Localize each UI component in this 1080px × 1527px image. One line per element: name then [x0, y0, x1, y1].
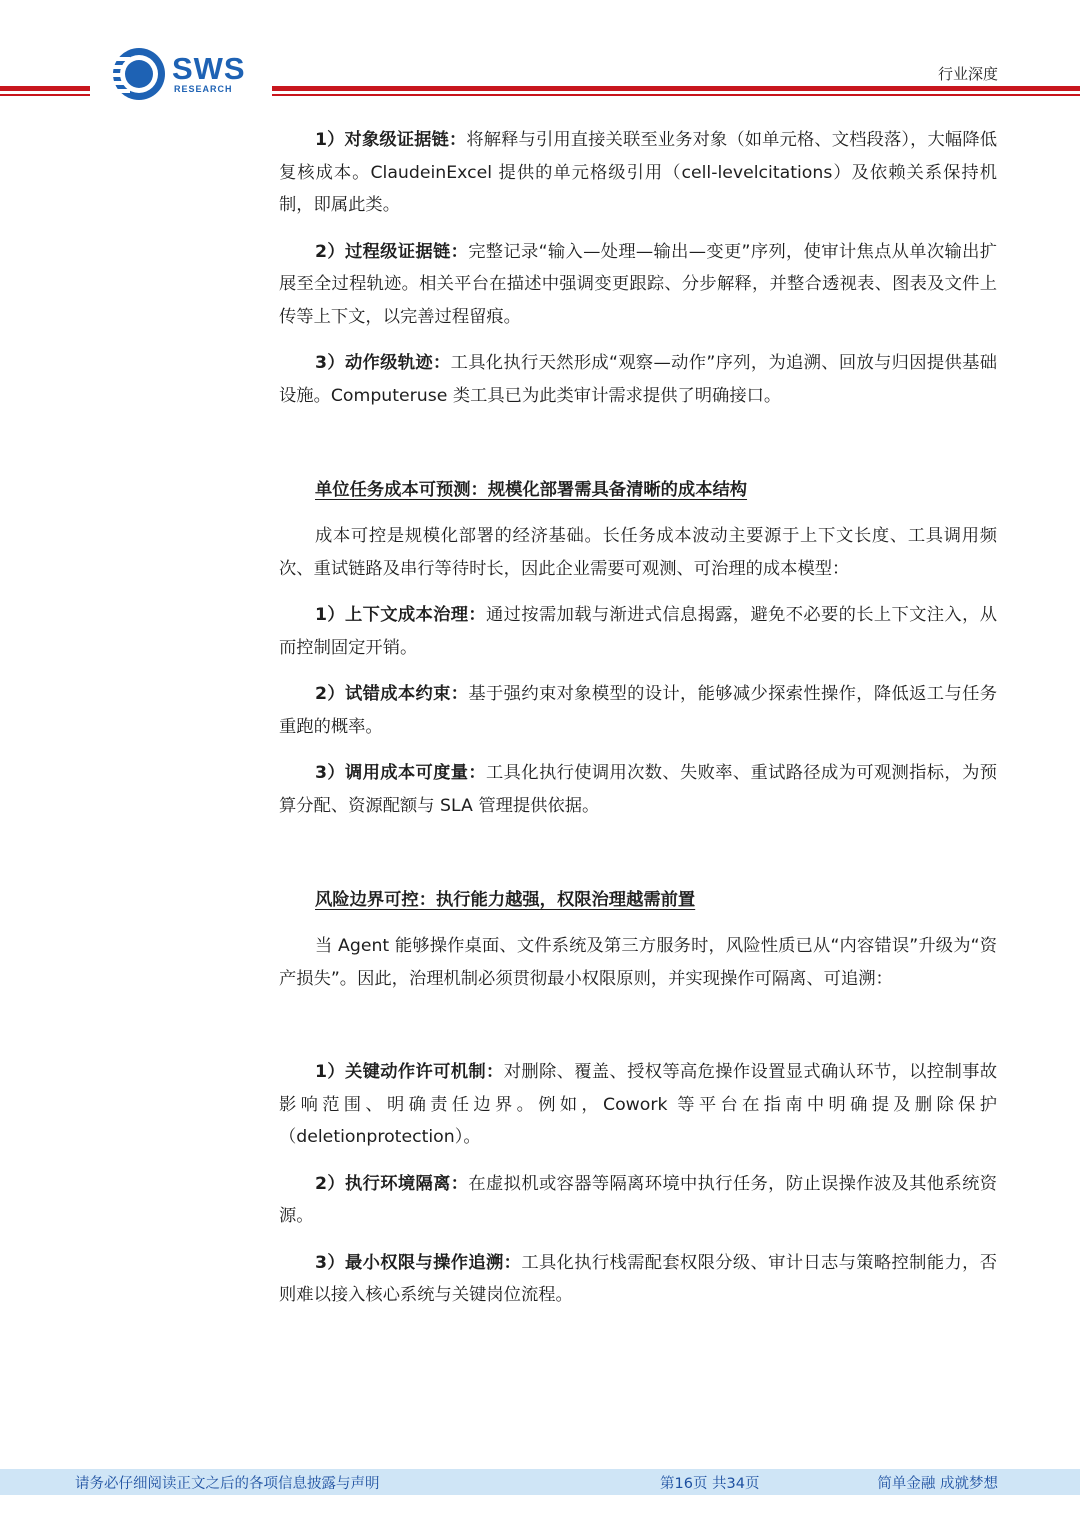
paragraph-context-cost [279, 599, 997, 664]
paragraph-text: 工具化执行天然形成“观察—动作”序列，为追溯、回放与归因提供基础设施。Computeruse 类工具已为此类审计需求提供了明确接口。 [279, 353, 997, 406]
paragraph-process-evidence [279, 236, 997, 334]
paragraph-text: 将解释与引用直接关联至业务对象（如单元格、文档段落），大幅降低复核成本。ClaudeinExcel 提供的单元格级引用（cell-levelcitations）及依赖关系保持机制，即属此类。 [279, 130, 998, 215]
paragraph-least-privilege [279, 1247, 997, 1312]
paragraph-label: 2）过程级证据链： [315, 241, 469, 262]
paragraph-label: 3）最小权限与操作追溯： [315, 1252, 522, 1273]
paragraph-action-permission [279, 1056, 997, 1154]
paragraph-text: 对删除、覆盖、授权等高危操作设置显式确认环节，以控制事故影响范围、明确责任边界。例如，Cowork 等平台在指南中明确提及删除保护（deletionprotection）。 [279, 1062, 997, 1147]
paragraph-label: 1）关键动作许可机制： [315, 1062, 504, 1082]
header-rule-right [272, 86, 1080, 91]
section-heading-risk: 风险边界可控：执行能力越强，权限治理越需前置 [315, 890, 696, 910]
sws-logo-icon [112, 47, 166, 101]
page-number: 第16页 共34页 [660, 1476, 760, 1492]
paragraph-label: 2）执行环境隔离： [315, 1173, 469, 1194]
paragraph-call-cost [279, 757, 997, 822]
section-heading-cost: 单位任务成本可预测：规模化部署需具备清晰的成本结构 [315, 480, 748, 500]
paragraph-text: 在虚拟机或容器等隔离环境中执行任务，防止误操作波及其他系统资源。 [279, 1173, 997, 1226]
paragraph-text: 通过按需加载与渐进式信息揭露，避免不必要的长上下文注入，从而控制固定开销。 [279, 605, 997, 658]
paragraph-object-evidence [279, 124, 997, 222]
paragraph-label: 3）调用成本可度量： [315, 763, 487, 783]
paragraph-trial-cost [279, 678, 997, 743]
paragraph-label: 2）试错成本约束： [315, 684, 469, 704]
paragraph-label: 1）上下文成本治理： [315, 605, 487, 625]
logo-text: SWS [172, 51, 246, 86]
header-rule-left-thin [0, 94, 90, 96]
document-type-label: 行业深度 [937, 65, 998, 83]
logo-subtext: RESEARCH [174, 84, 233, 94]
paragraph-risk-intro: 当 Agent 能够操作桌面、文件系统及第三方服务时，风险性质已从“内容错误”升级为“资产损失”。因此，治理机制必须贯彻最小权限原则，并实现操作可隔离、可追溯： [279, 936, 997, 989]
paragraph-text: 工具化执行使调用次数、失败率、重试路径成为可观测指标，为预算分配、资源配额与 SLA 管理提供依据。 [279, 763, 997, 816]
paragraph-text: 完整记录“输入—处理—输出—变更”序列，使审计焦点从单次输出扩展至全过程轨迹。相关平台在描述中强调变更跟踪、分步解释，并整合透视表、图表及文件上传等上下文，以完善过程留痕。 [279, 241, 997, 327]
header-rule-left [0, 86, 90, 91]
document-body [279, 124, 997, 1312]
footer-disclaimer: 请务必仔细阅读正文之后的各项信息披露与声明 [75, 1476, 380, 1492]
paragraph-label: 3）动作级轨迹： [315, 353, 451, 373]
sws-logo [112, 46, 246, 102]
paragraph-text: 工具化执行栈需配套权限分级、审计日志与策略控制能力，否则难以接入核心系统与关键岗位流程。 [279, 1252, 997, 1305]
paragraph-action-trace [279, 347, 997, 412]
paragraph-label: 1）对象级证据链： [315, 130, 467, 150]
paragraph-env-isolation [279, 1168, 997, 1233]
paragraph-text: 基于强约束对象模型的设计，能够减少探索性操作，降低返工与任务重跑的概率。 [279, 684, 997, 737]
paragraph-cost-intro: 成本可控是规模化部署的经济基础。长任务成本波动主要源于上下文长度、工具调用频次、重试链路及串行等待时长，因此企业需要可观测、可治理的成本模型： [279, 526, 997, 579]
footer-slogan: 简单金融 成就梦想 [877, 1476, 998, 1492]
header-rule-right-thin [272, 94, 1080, 96]
